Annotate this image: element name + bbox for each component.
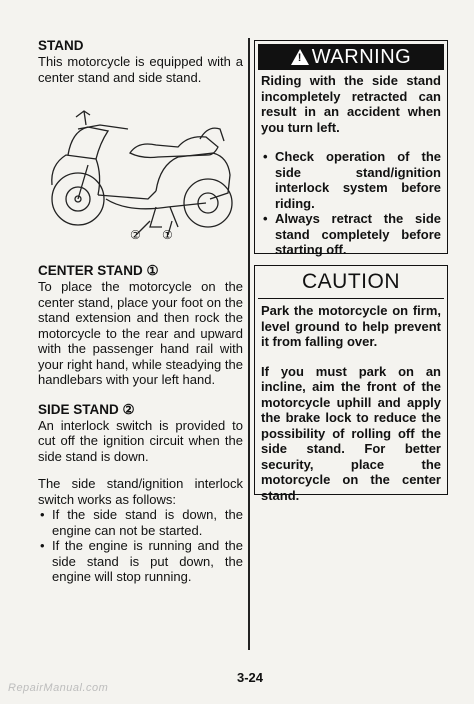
caution-text-1: Park the motorcycle on firm, level ground to help prevent it from falling over.	[261, 303, 441, 349]
list-item: • If the engine is running and the side stand is put down, the engine will stop running.	[38, 538, 243, 585]
caution-text-2: If you must park on an incline, aim the front of the motorcycle uphill and apply the brake lock to reduce the possibility of rolling off the side stand. For better security, place the motorcycle on the center stand.	[261, 363, 441, 503]
interlock-list	[38, 507, 243, 585]
warning-text: Riding with the side stand incompletely retracted can result in an accident when you turn left.	[261, 73, 441, 135]
center-stand-heading: CENTER STAND ①	[38, 263, 159, 278]
page-number: 3-24	[237, 670, 264, 685]
caution-rule	[258, 298, 444, 299]
watermark: RepairManual.com	[8, 682, 109, 694]
warning-body	[255, 73, 447, 258]
list-item: • Check operation of the side stand/ignition interlock system before riding.	[261, 149, 441, 211]
list-item: • Always retract the side stand completely before starting off.	[261, 211, 441, 258]
caution-body	[255, 303, 447, 503]
stand-text: This motorcycle is equipped with a center stand and side stand.	[38, 54, 243, 85]
callout-center-stand: ①	[162, 228, 173, 242]
side-stand-text: An interlock switch is provided to cut off the ignition circuit when the side stand is down.	[38, 417, 243, 464]
interlock-text: The side stand/ignition interlock switch works as follows:	[38, 476, 243, 507]
warning-list	[261, 149, 441, 258]
left-column	[38, 38, 243, 585]
center-stand-text: To place the motorcycle on the center stand, place your foot on the stand extension and then rock the motorcycle to the rear and upward with the passenger hand rail with your right hand, while steadying the handlebars with your left hand.	[38, 279, 243, 387]
warning-title: WARNING	[311, 45, 412, 68]
warning-header	[258, 44, 444, 70]
list-item: • If the side stand is down, the engine can not be started.	[38, 507, 243, 538]
side-stand-heading: SIDE STAND ②	[38, 401, 135, 417]
caution-title: CAUTION	[302, 270, 400, 293]
scooter-drawing	[38, 95, 243, 245]
column-divider	[248, 38, 250, 650]
caution-box	[254, 265, 448, 503]
warning-box	[254, 40, 448, 257]
scooter-illustration	[38, 95, 243, 245]
stand-heading: STAND	[38, 38, 84, 53]
callout-side-stand: ②	[130, 228, 141, 242]
warning-triangle-icon: !	[291, 49, 309, 65]
